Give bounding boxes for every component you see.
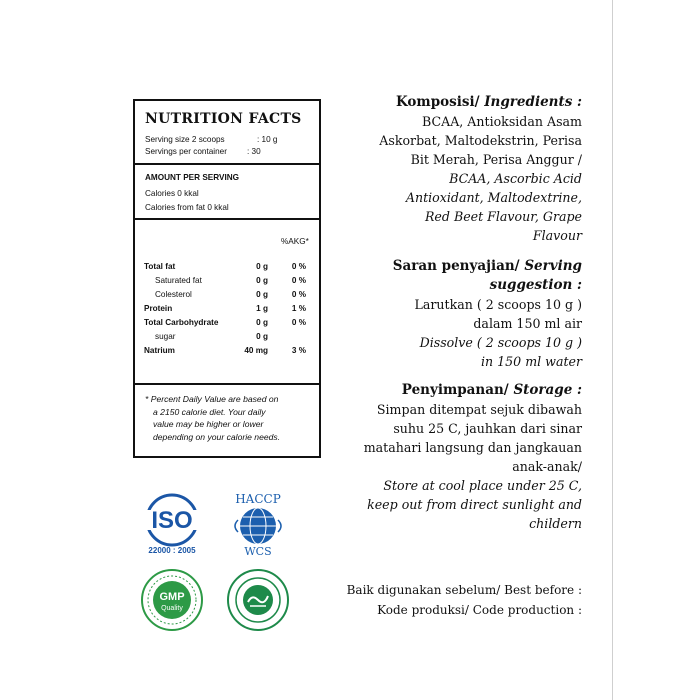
page-edge-line [612,0,613,700]
table-row [144,261,314,273]
servings-label: Servings per container [145,147,227,156]
text-line: anak-anak/ [512,459,582,474]
nutrient-amount: 0 g [256,276,268,285]
gmp-sub-text: Quality [161,605,183,612]
table-row [144,331,314,343]
nutrient-amount: 0 g [256,290,268,299]
text-line: keep out from direct sunlight and [367,497,582,512]
divider [135,383,319,385]
gmp-logo [140,568,204,632]
nutrient-label: Saturated fat [155,276,202,285]
iso-text: ISO [151,507,193,534]
calories: Calories 0 kkal [145,189,199,198]
haccp-logo [222,490,294,558]
serving-size-label: Serving size 2 scoops [145,135,225,144]
servings-value: : 30 [247,147,261,156]
footnote-line: value may be higher or lower [153,419,264,429]
daily-value-footnote [145,393,321,443]
text-line: Bit Merah, Perisa Anggur / [410,152,582,167]
calories-from-fat: Calories from fat 0 kkal [145,203,229,212]
nutrient-amount: 40 mg [244,346,268,355]
heading-en: Storage : [513,382,582,398]
nutrient-label: Total Carbohydrate [144,318,219,327]
text-line: matahari langsung dan jangkauan [363,440,582,455]
nutrient-amount: 0 g [256,332,268,341]
nutrition-title: NUTRITION FACTS [145,111,302,127]
text-line: BCAA, Antioksidan Asam [421,114,582,129]
serving-heading [393,257,582,276]
text-line: dalam 150 ml air [473,316,582,331]
heading-en: Ingredients : [484,94,582,110]
gmp-text: GMP [159,591,185,603]
text-line: in 150 ml water [481,354,582,369]
nutrient-amount: 0 g [256,262,268,271]
composition-heading [379,93,582,112]
table-row [144,345,314,357]
nutrient-label: Colesterol [155,290,192,299]
divider [135,163,319,165]
footnote-line: * Percent Daily Value are based on [145,394,279,404]
composition-section [379,93,582,245]
text-line: Larutkan ( 2 scoops 10 g ) [414,297,582,312]
storage-heading [364,381,582,400]
best-before: Baik digunakan sebelum/ Best before : [346,583,582,597]
nutrient-percent: 3 % [291,346,306,355]
nutrient-percent: 0 % [291,276,306,285]
nutrition-facts-panel [133,99,321,458]
table-row [144,317,314,329]
storage-section [364,381,582,533]
iso-logo [137,492,207,557]
akg-header: %AKG* [281,237,309,246]
dates-section [347,580,582,620]
footnote-line: a 2150 calorie diet. Your daily [153,406,266,417]
text-line: suhu 25 C, jauhkan dari sinar [393,421,582,436]
text-line: BCAA, Ascorbic Acid [449,171,582,186]
serving-heading-2 [393,276,582,295]
text-line: Flavour [532,228,582,243]
nutrient-label: Total fat [144,262,176,271]
iso-number: 22000 : 2005 [148,546,196,555]
nutrient-amount: 1 g [256,304,268,313]
text-line: Simpan ditempat sejuk dibawah [376,402,582,417]
haccp-bottom-text: WCS [244,545,272,558]
text-line: childern [529,516,582,531]
text-line: Red Beet Flavour, Grape [424,209,582,224]
text-line: Store at cool place under 25 C, [383,478,582,493]
nutrient-label: Protein [144,304,173,313]
footnote-line: depending on your calorie needs. [153,431,281,442]
nutrient-label: Natrium [144,346,175,355]
heading-en: Serving [524,258,582,274]
nutrient-amount: 0 g [256,318,268,327]
text-line: Dissolve ( 2 scoops 10 g ) [419,335,582,350]
nutrient-label: sugar [155,332,176,341]
table-row [144,275,314,287]
serving-section [393,257,582,371]
amount-header: AMOUNT PER SERVING [145,173,240,182]
text-line: Askorbat, Maltodekstrin, Perisa [379,133,582,148]
production-code: Kode produksi/ Code production : [377,603,582,617]
heading-id: Komposisi/ [395,94,480,110]
halal-logo [226,568,290,632]
table-row [144,303,314,315]
heading-en: suggestion : [489,277,582,293]
divider [135,218,319,220]
heading-id: Saran penyajian/ [392,258,520,274]
heading-id: Penyimpanan/ [401,382,509,398]
haccp-top-text: HACCP [235,492,281,506]
nutrient-percent: 0 % [291,318,306,327]
text-line: Antioxidant, Maltodextrine, [405,190,582,205]
serving-size-value: : 10 g [257,135,278,144]
table-row [144,289,314,301]
nutrient-percent: 0 % [291,290,306,299]
nutrient-percent: 0 % [291,262,306,271]
nutrient-percent: 1 % [291,304,306,313]
